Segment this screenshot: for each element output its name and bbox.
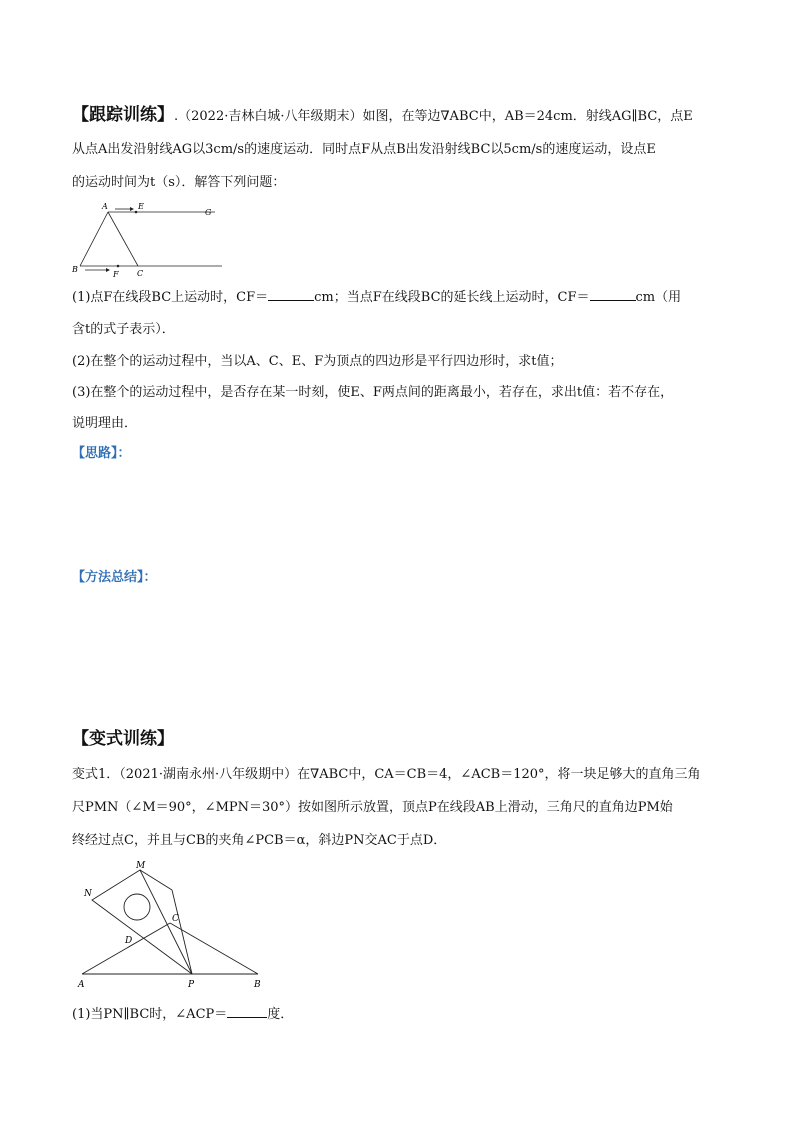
fig1-label-g: G [205,208,212,217]
variation-question-1-part-a: (1)当PN∥BC时，∠ACP＝ [72,1007,228,1022]
figure-triangle-set-square [70,858,280,993]
answer-blank-3[interactable] [227,1005,267,1018]
question-1-part-a: (1)点F在线段BC上运动时，CF＝ [72,290,269,305]
question-1-part-c: cm（用 [635,290,682,305]
variation-1-line-1: 变式1．（2021·湖南永州·八年级期中）在∇ABC中，CA＝CB＝4，∠ACB＝120°，将一块足够大的直角三角 [72,767,701,782]
section-heading-variation: 【变式训练】 [72,729,174,749]
problem-1-line-3: 的运动时间为t（s）．解答下列问题： [72,175,286,190]
figure-equilateral-triangle-rays [70,198,230,280]
fig1-label-e: E [138,202,144,211]
variation-question-1-part-b: 度． [267,1007,294,1022]
fig2-label-m: M [136,861,146,871]
problem-1-line-2: 从点A出发沿射线AG以3cm/s的速度运动．同时点F从点B出发沿射线BC以5cm/s的速度运动，设点E [72,142,656,157]
fig2-label-b: B [254,980,261,990]
fig1-label-c: C [137,269,144,278]
fig1-label-b: B [72,265,78,274]
method-summary-label: 【方法总结】： [72,570,157,585]
problem-1-source: .（2022·吉林白城·八年级期末）如图，在等边∇ABC中，AB＝24cm．射线AG∥BC，点E [174,109,693,124]
variation-question-1 [72,1005,732,1025]
fig2-label-a: A [78,980,85,990]
question-1-part-b: cm；当点F在线段BC的延长线上运动时，CF＝ [314,290,590,305]
fig2-label-p: P [188,980,195,990]
answer-blank-1[interactable] [268,288,314,301]
fig2-label-d: D [125,936,133,946]
section-heading-tracking: 【跟踪训练】 [72,105,174,125]
question-3-line-1: (3)在整个的运动过程中，是否存在某一时刻，使E、F两点间的距离最小，若存在，求出t值：若不存在， [72,385,674,400]
problem-1-line-1 [72,105,732,127]
question-1-line-2: 含t的式子表示）． [72,322,175,337]
variation-1-line-3: 终经过点C，并且与CB的夹角∠PCB＝α，斜边PN交AC于点D． [72,833,447,848]
fig1-label-a: A [102,202,108,211]
fig2-label-n: N [84,889,92,899]
fig2-label-c: C [172,914,179,924]
question-3-line-2: 说明理由． [72,416,138,431]
thinking-label: 【思路】： [72,446,131,461]
answer-blank-2[interactable] [590,288,636,301]
question-1-line-1 [72,288,732,308]
variation-1-line-2: 尺PMN（∠M＝90°，∠MPN＝30°）按如图所示放置，顶点P在线段AB上滑动，三角尺的直角边PM始 [72,800,673,815]
fig1-label-f: F [113,270,119,279]
question-2: (2)在整个的运动过程中，当以A、C、E、F为顶点的四边形是平行四边形时，求t值； [72,354,563,369]
